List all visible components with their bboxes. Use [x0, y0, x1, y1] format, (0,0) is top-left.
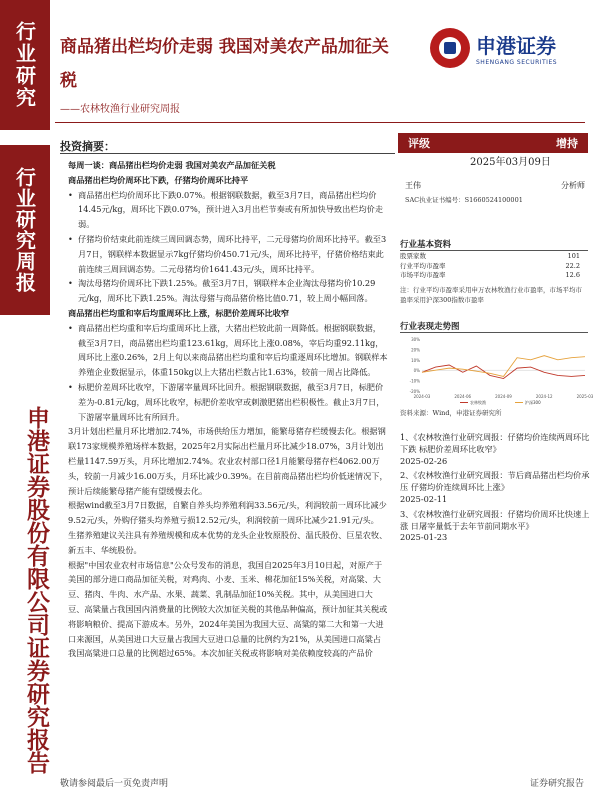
- y-tick-label: 20%: [411, 347, 420, 353]
- bullet-1: • 商品猪出栏均价周环比下跌0.07%。根据钢联数据，截至3月7日，商品猪出栏均价14.45元/kg，周环比下跌0.07%，预计进入3月出栏节奏或有所加快导致出栏均价走弱。: [68, 188, 388, 232]
- series-line-1: [422, 356, 585, 377]
- legend-label: 沪深300: [525, 400, 541, 405]
- x-tick-label: 2024-12: [535, 394, 553, 399]
- basic-data-divider: [400, 250, 588, 251]
- y-tick-label: 10%: [411, 357, 420, 363]
- related-report-3[interactable]: 3、《农林牧渔行业研究周报：仔猪均价周环比快速上涨 日屠宰量低于去年节前同期水平》 2025-01-23: [400, 508, 590, 543]
- chart-source: 资料来源：Wind，申港证券研究所: [400, 409, 502, 417]
- summary-heading: 投资摘要：: [60, 140, 115, 153]
- related-report-1[interactable]: 1、《农林牧渔行业研究周报：仔猪均价连续两周环比下跌 标肥价差周环比收窄》 2025-02-26: [400, 432, 590, 466]
- footer-disclaimer: 敬请参阅最后一页免责声明: [60, 779, 169, 789]
- x-tick-label: 2024-09: [495, 394, 512, 399]
- bullet-2: • 仔猪均价结束此前连续三周回调态势，周环比持平，二元母猪均价周环比持平。截至3月7日，钢联样本数据显示7kg仔猪均价450.71元/头，周环比持平，仔猪价格结束此前连续三周回调态势。二元母猪均价1641.43元/头，周环比持平。: [68, 232, 388, 276]
- basic-data-table: [400, 252, 580, 281]
- sidebar-report-type: 行业研究周报: [0, 145, 50, 315]
- authors-row: [405, 180, 585, 191]
- related-report-2[interactable]: 2、《农林牧渔行业研究周报：节后商品猪出栏均价承压 仔猪均价连续周环比上涨》 2025-02-11: [400, 470, 590, 504]
- trend-chart-title: 行业表现走势图: [400, 322, 460, 332]
- y-tick-label: -20%: [409, 389, 420, 394]
- weekly-line: 每周一谈：商品猪出栏均价走弱 我国对美农产品加征关税: [68, 160, 276, 170]
- paragraph-6: 根据"中国农业农村市场信息"公众号发布的消息，我国自2025年3月10日起，对原产于美国的部分进口商品加征关税，对鸡肉、小麦、玉米、棉花加征15%关税，对高粱、大豆、猪肉、牛肉、水产品、水果、蔬菜、乳制品加征10%关税。其中，从美国进口大豆、高粱量占我国国内消费量的比例较大次加征关税的其他品种偏高，预计加征其关税或将影响粮价、提高下游成本。另外，2024年美国为我国大豆、高粱的第二大和第一大进口来源国，从美国进口大豆量占我国大豆进口总量的比例约为21%，从美国进口高粱占我国高粱进口总量的比例超过65%。本次加征关税或将影响对美依赖度较高的产品价: [68, 559, 388, 659]
- author-license: SAC执业证书编号：S1660524100001: [405, 196, 523, 204]
- company-logo: [430, 26, 590, 70]
- page-subtitle: ——农林牧渔行业研究周报: [60, 104, 180, 115]
- logo-text-en: SHENGANG SECURITIES: [476, 59, 558, 66]
- rating-label: 评级: [408, 137, 430, 150]
- rating-value: 增持: [556, 137, 578, 150]
- bullet-4: • 商品猪出栏均重和宰后均重周环比上涨，大猪出栏较此前一周降低。根据钢联数据，截至3月7日，商品猪出栏均重123.61kg，周环比上涨0.08%，宰后均重92.11kg，周环比上涨0.26%，2月上旬以来商品猪出栏均重和宰后均重逐周环比增加。钢联样本养殖企业数据显示，体重150kg以上大猪出栏数占比1.63%，较前一周占比降低。: [68, 321, 388, 380]
- footer-label: 证券研究报告: [530, 779, 585, 789]
- author-name: 王伟: [405, 181, 421, 190]
- page-title: 商品猪出栏均价走弱 我国对美农产品加征关税: [60, 37, 389, 91]
- y-tick-label: 30%: [411, 337, 420, 342]
- header-divider: [55, 122, 585, 123]
- x-tick-label: 2024-06: [454, 394, 472, 399]
- basic-data-title: 行业基本资料: [400, 240, 452, 250]
- y-tick-label: 0%: [413, 368, 420, 374]
- bullet-3: • 淘汰母猪均价周环比下跌1.25%。截至3月7日，钢联样本企业淘汰母猪均价10.29元/kg，周环比下跌1.25%。淘汰母猪与商品猪价格比值0.71，较上周小幅回落。: [68, 276, 388, 306]
- table-row: 市场平均市盈率 12.6: [400, 271, 580, 279]
- x-tick-label: 2024-03: [413, 394, 431, 399]
- logo-text-cn: 申港证券: [476, 34, 556, 58]
- sidebar-category: 行业研究: [0, 0, 50, 130]
- summary-divider: [60, 153, 395, 154]
- rating-bar: [398, 133, 588, 153]
- author-role: 分析师: [561, 181, 585, 190]
- summary-body: [68, 158, 388, 661]
- bullet-5: • 标肥价差周环比收窄，下游屠宰量周环比回升。根据钢联数据，截至3月7日，标肥价差为-0.81元/kg，周环比收窄，标肥价差收窄或刺激肥猪出栏积极性。截止3月7日，下游屠宰量周环比有所回升。: [68, 380, 388, 424]
- report-date: 2025年03月09日: [470, 157, 551, 168]
- section-head-2: 商品猪出栏均重和宰后均重周环比上涨，标肥价差周环比收窄: [68, 307, 290, 318]
- table-row: 行业平均市盈率 22.2: [400, 261, 580, 270]
- section-head-1: 商品猪出栏均价周环比下跌，仔猪均价周环比持平: [68, 174, 249, 185]
- logo-mark-icon: [430, 28, 470, 68]
- x-tick-label: 2025-03: [576, 394, 594, 399]
- paragraph-4: 根据wind截至3月7日数据，自繁自养头均养殖利润33.56元/头，利润较前一周环比减少9.52元/头，外购仔猪头均养殖亏损12.52元/头，利润较前一周环比减少21.91元/头。: [68, 500, 387, 526]
- related-reports: [400, 432, 590, 547]
- sidebar-company: 申港证券股份有限公司证券研究报告: [23, 406, 50, 774]
- y-tick-label: -10%: [409, 378, 420, 384]
- paragraph-5: 生猪养殖建议关注具有养殖规模和成本优势的龙头企业牧原股份、温氏股份、巨星农牧、新五丰、华统股份。: [68, 529, 388, 555]
- trend-chart-divider: [400, 332, 588, 333]
- paragraph-3: 3月计划出栏量月环比增加2.74%，市场供给压力增加，能繁母猪存栏缓慢去化。根据钢联173家规模养殖场样本数据，2025年2月实际出栏量月环比减少18.07%，3月计划出栏量1147.59万头，月环比增加2.74%。农业农村部口径1月能繁母猪存栏4062.00万头，较前一月减少16.00万头，月环比减少0.39%。在目前商品猪出栏均价低迷情况下，预计后续能繁母猪产能有望缓慢去化。: [68, 426, 388, 496]
- table-row: 股票家数 101: [400, 252, 580, 260]
- trend-chart: [400, 335, 594, 405]
- legend-label: 农林牧渔: [470, 400, 486, 405]
- basic-data-note: 注：行业平均市盈率采用申万农林牧渔行业市盈率，市场平均市盈率采用沪深300指数市盈率: [400, 286, 582, 304]
